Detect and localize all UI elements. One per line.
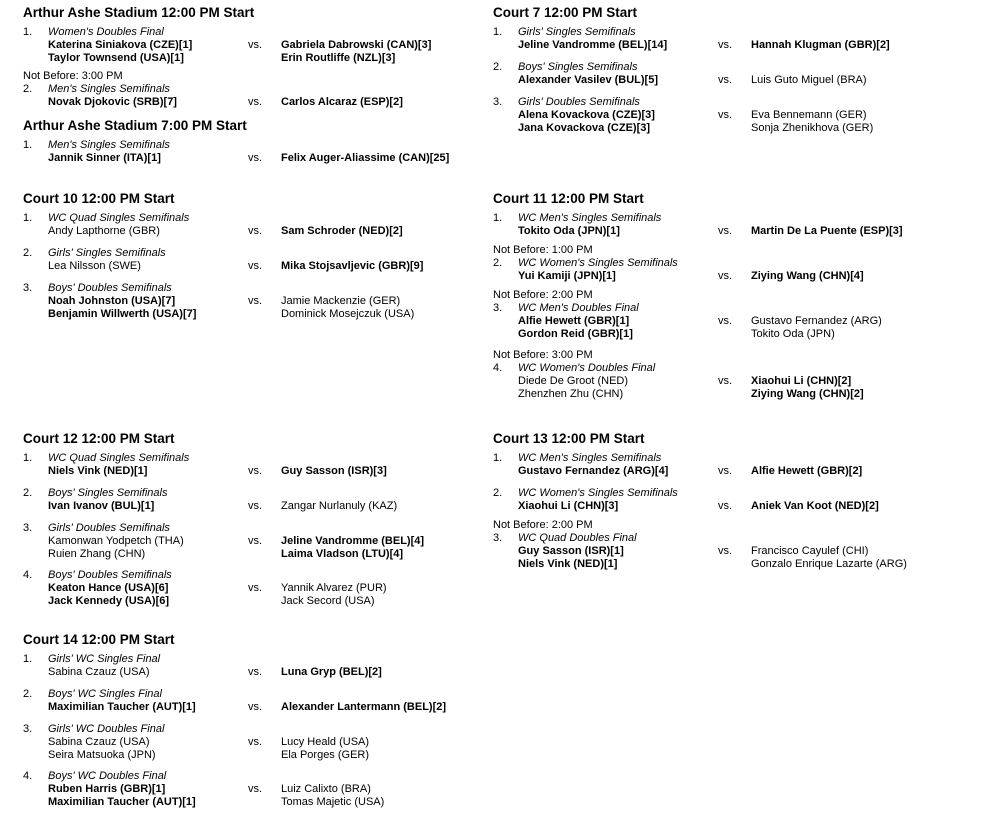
match	[493, 452, 963, 480]
player: Benjamin Willwerth (USA)[7]	[48, 308, 197, 320]
player: Aniek Van Koot (NED)[2]	[751, 500, 879, 512]
vs-label: vs.	[248, 225, 263, 237]
player: Kamonwan Yodpetch (THA)	[48, 535, 184, 547]
event-name: Girls' WC Singles Final	[48, 653, 161, 665]
team-a	[48, 152, 161, 165]
match-number: 3.	[493, 532, 503, 544]
player: Felix Auger-Aliassime (CAN)[25]	[281, 152, 450, 164]
court-title: Arthur Ashe Stadium 7:00 PM Start	[23, 118, 247, 133]
team-a	[518, 225, 620, 238]
court-14	[23, 632, 493, 818]
team-b	[751, 109, 873, 135]
not-before-note: Not Before: 2:00 PM	[493, 519, 593, 531]
match	[493, 212, 963, 240]
match	[23, 522, 493, 563]
vs-label: vs.	[718, 270, 733, 282]
event-name: Men's Singles Semifinals	[48, 139, 170, 151]
player: Sabina Czauz (USA)	[48, 736, 150, 748]
player: Alexander Vasilev (BUL)[5]	[518, 74, 658, 86]
player: Jack Kennedy (USA)[6]	[48, 595, 170, 607]
team-b	[751, 500, 879, 513]
player: Ela Porges (GER)	[281, 749, 370, 761]
player: Jeline Vandromme (BEL)[14]	[518, 39, 668, 51]
team-b	[281, 295, 414, 321]
team-a	[518, 74, 658, 87]
player: Yui Kamiji (JPN)[1]	[518, 270, 616, 282]
court-title: Court 7 12:00 PM Start	[493, 5, 638, 20]
event-name: WC Quad Singles Semifinals	[48, 212, 190, 224]
court-title: Court 13 12:00 PM Start	[493, 431, 645, 446]
match-number: 2.	[23, 247, 33, 259]
event-name: WC Quad Doubles Final	[518, 532, 637, 544]
match-number: 2.	[493, 61, 503, 73]
team-a	[518, 375, 628, 401]
player: Tokito Oda (JPN)[1]	[518, 225, 620, 237]
team-b	[281, 152, 449, 165]
event-name: Girls' Singles Semifinals	[48, 247, 166, 259]
team-a	[48, 500, 154, 513]
team-b	[281, 535, 424, 561]
team-a	[518, 500, 618, 513]
match	[23, 770, 493, 811]
not-before-note: Not Before: 1:00 PM	[493, 244, 593, 256]
player: Sabina Czauz (USA)	[48, 666, 150, 678]
player: Dominick Mosejczuk (USA)	[281, 308, 415, 320]
player: Jana Kovackova (CZE)[3]	[518, 122, 651, 134]
team-b	[281, 465, 387, 478]
team-b	[281, 500, 397, 513]
match	[23, 247, 493, 275]
not-before-note: Not Before: 3:00 PM	[493, 349, 593, 361]
vs-label: vs.	[248, 39, 263, 51]
player: Guy Sasson (ISR)[1]	[518, 545, 624, 557]
player: Ivan Ivanov (BUL)[1]	[48, 500, 155, 512]
vs-label: vs.	[718, 500, 733, 512]
team-a	[48, 260, 141, 273]
team-b	[751, 225, 903, 238]
player: Tokito Oda (JPN)	[751, 328, 835, 340]
match-number: 3.	[23, 723, 33, 735]
match	[493, 96, 963, 137]
match	[493, 487, 963, 515]
team-b	[281, 666, 382, 679]
player: Ruben Harris (GBR)[1]	[48, 783, 166, 795]
player: Erin Routliffe (NZL)[3]	[281, 52, 396, 64]
team-a	[48, 465, 147, 478]
match	[493, 257, 963, 285]
match	[23, 723, 493, 764]
event-name: Girls' Doubles Semifinals	[518, 96, 640, 108]
team-a	[48, 225, 160, 238]
player: Eva Bennemann (GER)	[751, 109, 867, 121]
team-a	[48, 582, 169, 608]
team-b	[281, 701, 446, 714]
team-a	[518, 270, 616, 283]
player: Ziying Wang (CHN)[4]	[751, 270, 864, 282]
match-number: 1.	[23, 139, 33, 151]
vs-label: vs.	[248, 666, 263, 678]
vs-label: vs.	[248, 783, 263, 795]
vs-label: vs.	[718, 545, 733, 557]
match	[23, 569, 493, 610]
match-number: 2.	[493, 487, 503, 499]
match-number: 4.	[23, 569, 33, 581]
player: Alexander Lantermann (BEL)[2]	[281, 701, 447, 713]
player: Xiaohui Li (CHN)[3]	[518, 500, 619, 512]
player: Gonzalo Enrique Lazarte (ARG)	[751, 558, 907, 570]
match	[23, 688, 493, 716]
event-name: Boys' Singles Semifinals	[48, 487, 168, 499]
match	[493, 362, 963, 403]
court-arthur-ashe-night	[23, 118, 493, 174]
team-a	[48, 295, 196, 321]
vs-label: vs.	[248, 465, 263, 477]
match	[493, 26, 963, 54]
match	[23, 282, 493, 323]
match-number: 3.	[23, 282, 33, 294]
player: Hannah Klugman (GBR)[2]	[751, 39, 890, 51]
vs-label: vs.	[248, 500, 263, 512]
vs-label: vs.	[718, 109, 733, 121]
team-a	[48, 39, 192, 65]
player: Luis Guto Miguel (BRA)	[751, 74, 867, 86]
event-name: Boys' Singles Semifinals	[518, 61, 638, 73]
player: Lucy Heald (USA)	[281, 736, 370, 748]
player: Diede De Groot (NED)	[518, 375, 629, 387]
court-title: Arthur Ashe Stadium 12:00 PM Start	[23, 5, 255, 20]
player: Ziying Wang (CHN)[2]	[751, 388, 864, 400]
court-title: Court 12 12:00 PM Start	[23, 431, 175, 446]
event-name: Boys' Doubles Semifinals	[48, 569, 172, 581]
event-name: WC Men's Doubles Final	[518, 302, 639, 314]
team-b	[751, 74, 867, 87]
team-a	[48, 666, 150, 679]
team-a	[48, 736, 156, 762]
match-number: 1.	[23, 452, 33, 464]
player: Keaton Hance (USA)[6]	[48, 582, 169, 594]
player: Alfie Hewett (GBR)[2]	[751, 465, 863, 477]
match	[493, 532, 963, 573]
vs-label: vs.	[248, 582, 263, 594]
player: Ruien Zhang (CHN)	[48, 548, 146, 560]
court-12	[23, 431, 493, 617]
match-number: 1.	[23, 212, 33, 224]
match-number: 3.	[493, 96, 503, 108]
team-a	[518, 39, 667, 52]
player: Gustavo Fernandez (ARG)	[751, 315, 882, 327]
event-name: Girls' Doubles Semifinals	[48, 522, 170, 534]
not-before-note: Not Before: 2:00 PM	[493, 289, 593, 301]
team-b	[751, 270, 864, 283]
event-name: Women's Doubles Final	[48, 26, 164, 38]
vs-label: vs.	[718, 315, 733, 327]
player: Martin De La Puente (ESP)[3]	[751, 225, 903, 237]
team-a	[518, 109, 655, 135]
player: Luna Gryp (BEL)[2]	[281, 666, 382, 678]
match	[23, 487, 493, 515]
event-name: WC Quad Singles Semifinals	[48, 452, 190, 464]
vs-label: vs.	[718, 465, 733, 477]
match	[23, 26, 493, 67]
player: Jack Secord (USA)	[281, 595, 375, 607]
match-number: 4.	[493, 362, 503, 374]
match-number: 1.	[493, 212, 503, 224]
team-b	[281, 736, 369, 762]
court-title: Court 14 12:00 PM Start	[23, 632, 175, 647]
player: Jannik Sinner (ITA)[1]	[48, 152, 161, 164]
match-number: 2.	[23, 83, 33, 95]
vs-label: vs.	[718, 74, 733, 86]
match	[23, 83, 493, 111]
team-a	[48, 535, 184, 561]
team-a	[518, 465, 668, 478]
team-b	[751, 375, 864, 401]
match-number: 4.	[23, 770, 33, 782]
event-name: Boys' WC Singles Final	[48, 688, 162, 700]
vs-label: vs.	[248, 260, 263, 272]
match-number: 3.	[23, 522, 33, 534]
player: Francisco Cayulef (CHI)	[751, 545, 869, 557]
player: Carlos Alcaraz (ESP)[2]	[281, 96, 403, 108]
event-name: Girls' Singles Semifinals	[518, 26, 636, 38]
vs-label: vs.	[718, 375, 733, 387]
player: Novak Djokovic (SRB)[7]	[48, 96, 177, 108]
team-b	[281, 260, 423, 273]
vs-label: vs.	[718, 225, 733, 237]
match	[493, 61, 963, 89]
player: Mika Stojsavljevic (GBR)[9]	[281, 260, 424, 272]
player: Zhenzhen Zhu (CHN)	[518, 388, 624, 400]
team-a	[48, 96, 177, 109]
match	[493, 302, 963, 343]
court-13	[493, 431, 963, 580]
court-arthur-ashe-day	[23, 5, 493, 113]
vs-label: vs.	[248, 736, 263, 748]
match-number: 1.	[493, 26, 503, 38]
match-number: 2.	[23, 487, 33, 499]
vs-label: vs.	[248, 96, 263, 108]
match	[23, 212, 493, 240]
team-a	[48, 701, 196, 714]
match-number: 1.	[23, 653, 33, 665]
player: Alfie Hewett (GBR)[1]	[518, 315, 630, 327]
team-b	[281, 582, 387, 608]
not-before-note: Not Before: 3:00 PM	[23, 70, 123, 82]
event-name: Men's Singles Semifinals	[48, 83, 170, 95]
event-name: WC Women's Singles Semifinals	[518, 257, 678, 269]
player: Zangar Nurlanuly (KAZ)	[281, 500, 398, 512]
vs-label: vs.	[248, 535, 263, 547]
event-name: WC Women's Doubles Final	[518, 362, 656, 374]
event-name: Boys' WC Doubles Final	[48, 770, 167, 782]
vs-label: vs.	[248, 152, 263, 164]
court-11	[493, 191, 963, 410]
player: Niels Vink (NED)[1]	[48, 465, 148, 477]
player: Seira Matsuoka (JPN)	[48, 749, 156, 761]
event-name: WC Men's Singles Semifinals	[518, 212, 662, 224]
player: Maximilian Taucher (AUT)[1]	[48, 796, 196, 808]
team-a	[518, 315, 633, 341]
event-name: Boys' Doubles Semifinals	[48, 282, 172, 294]
player: Taylor Townsend (USA)[1]	[48, 52, 184, 64]
player: Jamie Mackenzie (GER)	[281, 295, 401, 307]
team-b	[281, 225, 403, 238]
team-a	[48, 783, 196, 809]
event-name: Girls' WC Doubles Final	[48, 723, 165, 735]
court-7	[493, 5, 963, 144]
match-number: 2.	[493, 257, 503, 269]
player: Gabriela Dabrowski (CAN)[3]	[281, 39, 432, 51]
player: Guy Sasson (ISR)[3]	[281, 465, 387, 477]
team-b	[281, 96, 403, 109]
player: Noah Johnston (USA)[7]	[48, 295, 176, 307]
team-a	[518, 545, 624, 571]
match-number: 2.	[23, 688, 33, 700]
match	[23, 139, 493, 167]
player: Jeline Vandromme (BEL)[4]	[281, 535, 425, 547]
player: Niels Vink (NED)[1]	[518, 558, 618, 570]
event-name: WC Women's Singles Semifinals	[518, 487, 678, 499]
event-name: WC Men's Singles Semifinals	[518, 452, 662, 464]
player: Katerina Siniakova (CZE)[1]	[48, 39, 193, 51]
player: Tomas Majetic (USA)	[281, 796, 385, 808]
player: Sonja Zhenikhova (GER)	[751, 122, 874, 134]
vs-label: vs.	[248, 295, 263, 307]
team-b	[281, 39, 431, 65]
court-title: Court 10 12:00 PM Start	[23, 191, 175, 206]
player: Sam Schroder (NED)[2]	[281, 225, 403, 237]
team-b	[751, 39, 890, 52]
player: Alena Kovackova (CZE)[3]	[518, 109, 655, 121]
player: Gustavo Fernandez (ARG)[4]	[518, 465, 669, 477]
player: Gordon Reid (GBR)[1]	[518, 328, 633, 340]
court-10	[23, 191, 493, 330]
player: Lea Nilsson (SWE)	[48, 260, 141, 272]
vs-label: vs.	[718, 39, 733, 51]
team-b	[751, 465, 862, 478]
court-title: Court 11 12:00 PM Start	[493, 191, 644, 206]
player: Xiaohui Li (CHN)[2]	[751, 375, 852, 387]
player: Maximilian Taucher (AUT)[1]	[48, 701, 196, 713]
team-b	[751, 315, 882, 341]
player: Yannik Alvarez (PUR)	[281, 582, 387, 594]
team-b	[751, 545, 907, 571]
vs-label: vs.	[248, 701, 263, 713]
match-number: 1.	[493, 452, 503, 464]
player: Laima Vladson (LTU)[4]	[281, 548, 404, 560]
match-number: 1.	[23, 26, 33, 38]
team-b	[281, 783, 384, 809]
match-number: 3.	[493, 302, 503, 314]
match	[23, 653, 493, 681]
match	[23, 452, 493, 480]
player: Andy Lapthorne (GBR)	[48, 225, 160, 237]
player: Luiz Calixto (BRA)	[281, 783, 371, 795]
